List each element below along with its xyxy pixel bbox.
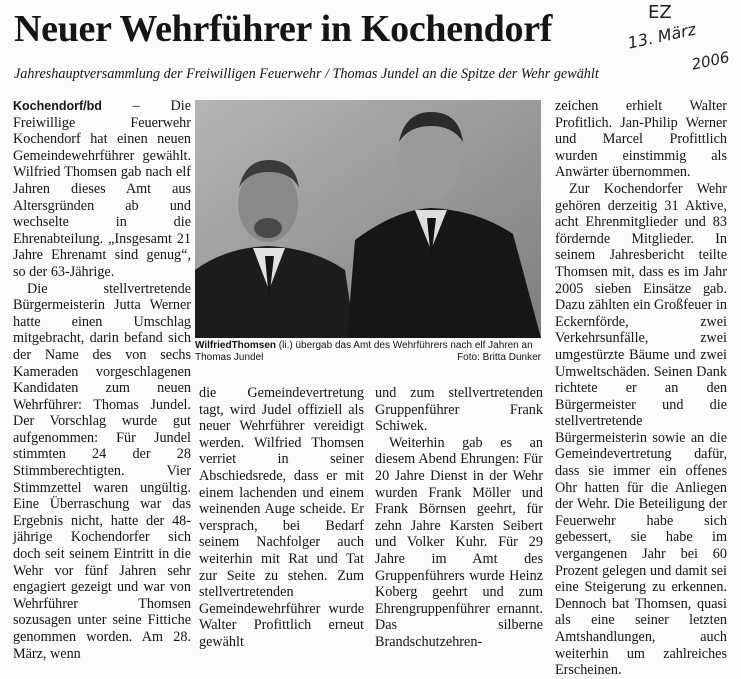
paragraph-lead-text: – Die Freiwillige Feuerwehr Kochendorf hat einen neuen Gemeindewehrführer gewählt. Wilfried Thomsen gab nach elf Jahren dieses Amt aus Altersgründen ab und wechselte in die Ehrenabteilung. „Insgesamt 21 Jahre Ehrenamt sind genug“, so der 63-Jährige. <box>13 98 191 280</box>
photo-credit: Foto: Britta Dunker <box>457 352 541 363</box>
paragraph: und zum stellvertretenden Gruppenführer Frank Schiwek. <box>375 385 543 435</box>
headline: Neuer Wehrführer in Kochendorf <box>14 8 553 50</box>
article-photo <box>195 100 541 338</box>
paragraph: die Gemeindevertretung tagt, wird Judel offiziell als neuer Wehrführer vereidigt werden. Wilfried Thomsen verriet in seiner Abschiedsrede, dass er mit einem lachenden und einem weinenden Auge scheide. Er versprach, bei Bedarf seinem Nachfolger auch weiterhin mit Rat und Tat zur Seite zu stehen. Zum stellvertretenden Gemeindewehrführer wurde Walter Profittlich erneut gewählt <box>199 385 364 650</box>
article-column-1 <box>13 98 191 662</box>
article-column-3 <box>375 385 543 651</box>
paragraph: zeichen erhielt Walter Profitlich. Jan-Philip Werner und Marcel Profittlich wurden einstimmig als Anwärter übernommen. <box>555 98 727 181</box>
paragraph: Die stellvertretende Bürgermeisterin Jutta Werner hatte einen Umschlag mitgebracht, darin befand sich der Name des von sechs Kameraden vorgeschlagenen Kandidaten zum neuen Wehrführer: Thomas Jundel. Der Vorschlag wurde gut aufgenommen: Für Jundel stimmten 24 der 28 Stimmberechtigten. Vier Stimmzettel waren ungültig. Eine Überraschung war das Ergebnis nicht, hatte der 48-jährige Kochendorfer sich doch seit seinem Eintritt in die Wehr vor fünf Jahren sehr engagiert gezeigt und war von Wehrführer Thomsen sozusagen unter seine Fittiche genommen worden. Am 28. März, wenn <box>13 280 191 662</box>
dateline: Kochendorf/bd <box>13 99 102 113</box>
subheadline: Jahreshauptversammlung der Freiwilligen Feuerwehr / Thomas Jundel an die Spitze der Wehr gewählt <box>14 66 599 82</box>
photo-caption <box>195 340 541 364</box>
caption-text: (li.) übergab das Amt des Wehrführers nach elf Jahren an Thomas Jundel <box>195 340 533 363</box>
handwritten-year: 2006 <box>690 48 732 74</box>
handwritten-date: 13. März <box>626 19 698 53</box>
paragraph: Weiterhin gab es an diesem Abend Ehrungen: Für 20 Jahre Dienst in der Wehr wurden Frank Möller und Frank Börnsen geehrt, für zehn Jahre Karsten Seibert und Volker Kuhr. Für 29 Jahre im Amt des Gruppenführers wurde Heinz Koberg geehrt und zum Ehrengruppenführer ernannt. Das silberne Brandschutzehren- <box>375 434 543 650</box>
photo-two-firefighters <box>195 100 541 338</box>
paragraph-lead <box>13 98 191 281</box>
paragraph: Zur Kochendorfer Wehr gehören derzeitig 31 Aktive, acht Ehrenmitglieder und 83 fördernde Mitglieder. In seinem Jahresbericht teilte Thomsen mit, dass es im Jahr 2005 sieben Einsätze gab. Dazu zählten ein Großfeuer in Eckernförde, zwei Verkehrsunfälle, zwei umgestürzte Bäume und zwei Umweltschäden. Seinen Dank richtete er an den Bürgermeister und die stellvertretende Bürgermeisterin sowie an die Gemeindevertretung dafür, dass sie immer ein offenes Ohr hatten für die Anliegen der Wehr. Die Beteiligung der Feuerwehr habe sich gebessert, sie habe im vergangenen Jahr bei 60 Prozent gelegen und damit sei eine Steigerung zu erkennen. Dennoch bat Thomsen, quasi als eine seiner letzten Amtshandlungen, auch weiterhin um zahlreiches Erscheinen. <box>555 180 727 679</box>
caption-name: WilfriedThomsen <box>195 340 277 351</box>
article-column-2 <box>199 385 364 651</box>
article-column-4 <box>555 98 727 679</box>
handwritten-source-tag: EZ <box>648 2 672 23</box>
